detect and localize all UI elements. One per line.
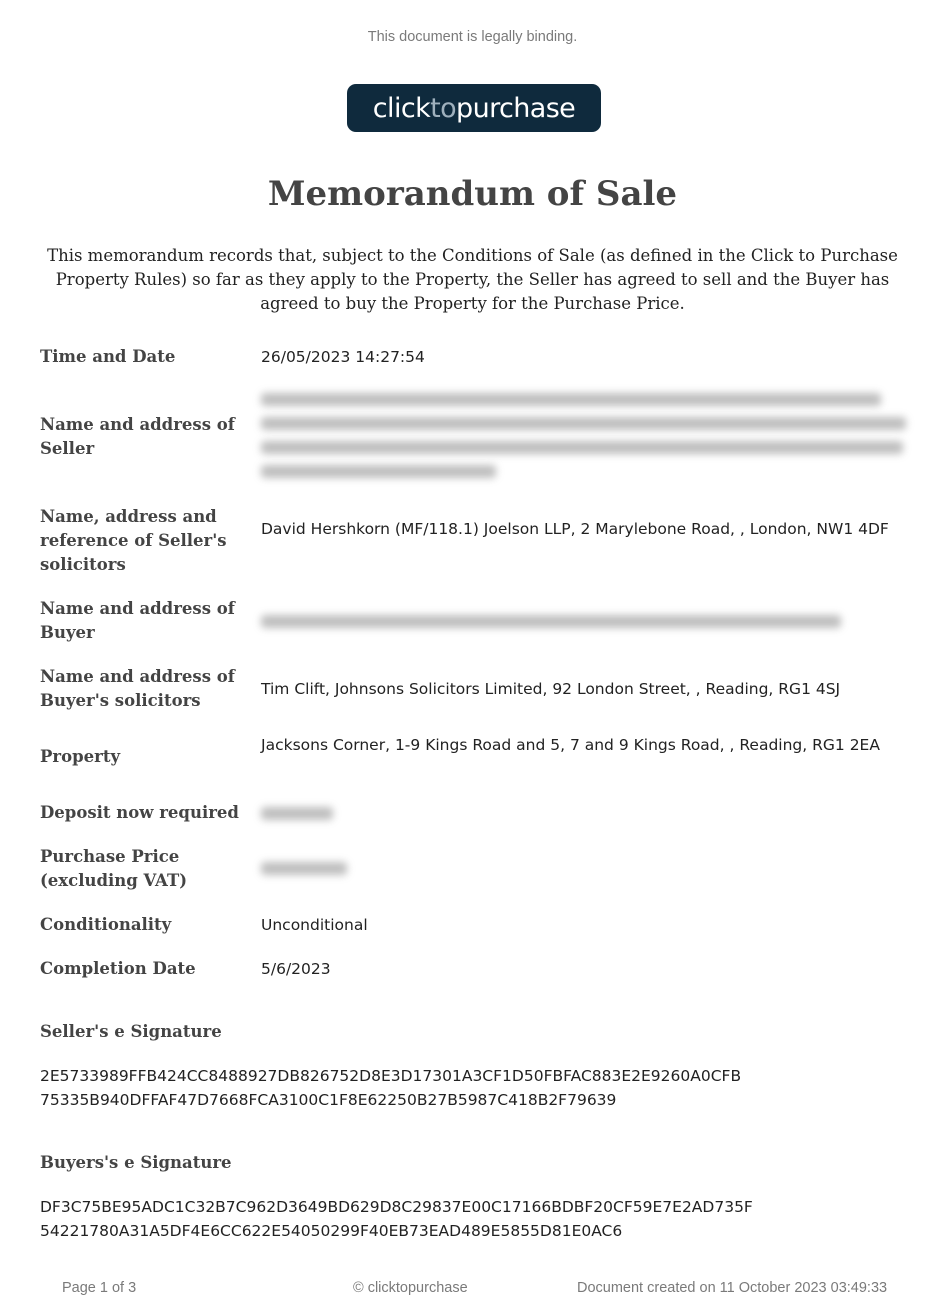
logo-text-click: click bbox=[372, 92, 431, 124]
clicktopurchase-logo bbox=[347, 84, 601, 132]
document-title: Memorandum of Sale bbox=[267, 174, 678, 214]
seller-signature-line-1: 2E5733989FFB424CC8488927DB826752D8E3D17301A3CF1D50FBFAC883E2E9260A0CFB bbox=[40, 1067, 742, 1085]
field-value: 26/05/2023 14:27:54 bbox=[261, 348, 425, 366]
intro-paragraph: This memorandum records that, subject to the Conditions of Sale (as defined in the Click to Purchase Property Rules) so far as they apply to the Property, the Seller has agreed to sell and the Buyer has agreed to buy the Property for the Purchase Price. bbox=[47, 246, 898, 313]
field-value: Unconditional bbox=[261, 916, 368, 934]
field-value: Tim Clift, Johnsons Solicitors Limited, 92 London Street, , Reading, RG1 4SJ bbox=[261, 680, 841, 698]
footer-copyright: © clicktopurchase bbox=[353, 1280, 468, 1296]
field-label: Purchase Price (excluding VAT) bbox=[40, 847, 188, 890]
logo-text-purchase: purchase bbox=[456, 92, 576, 124]
field-label: Name and address of Buyer bbox=[40, 599, 235, 642]
field-label: Name, address and reference of Seller's solicitors bbox=[40, 507, 227, 574]
field-value: David Hershkorn (MF/118.1) Joelson LLP, 2 Marylebone Road, , London, NW1 4DF bbox=[261, 520, 889, 538]
field-label: Conditionality bbox=[40, 915, 172, 934]
field-value: 5/6/2023 bbox=[261, 960, 331, 978]
seller-signature-line-2: 75335B940DFFAF47D7668FCA3100C1F8E62250B27B5987C418B2F79639 bbox=[40, 1091, 617, 1109]
seller-signature-heading: Seller's e Signature bbox=[40, 1022, 222, 1041]
legal-notice: This document is legally binding. bbox=[367, 29, 578, 45]
field-label: Name and address of Buyer's solicitors bbox=[40, 667, 235, 710]
redacted-buyer-details bbox=[261, 615, 841, 628]
field-label: Completion Date bbox=[40, 959, 196, 978]
field-label: Name and address of Seller bbox=[40, 415, 235, 458]
document-created-timestamp: Document created on 11 October 2023 03:49:33 bbox=[577, 1280, 888, 1296]
buyer-signature-line-2: 54221780A31A5DF4E6CC622E54050299F40EB73EAD489E5855D81E0AC6 bbox=[40, 1222, 623, 1240]
page-number: Page 1 of 3 bbox=[62, 1280, 137, 1296]
buyer-signature-heading: Buyers's e Signature bbox=[40, 1153, 232, 1172]
logo-text-to: to bbox=[430, 92, 457, 124]
redacted-purchase-price bbox=[261, 862, 347, 875]
field-value: Jacksons Corner, 1-9 Kings Road and 5, 7 and 9 Kings Road, , Reading, RG1 2EA bbox=[261, 736, 880, 754]
redacted-deposit bbox=[261, 807, 333, 820]
buyer-signature-line-1: DF3C75BE95ADC1C32B7C962D3649BD629D8C29837E00C17166BDBF20CF59E7E2AD735F bbox=[40, 1198, 753, 1216]
field-label: Property bbox=[40, 747, 121, 766]
field-label: Deposit now required bbox=[40, 803, 239, 822]
field-label: Time and Date bbox=[40, 347, 176, 366]
